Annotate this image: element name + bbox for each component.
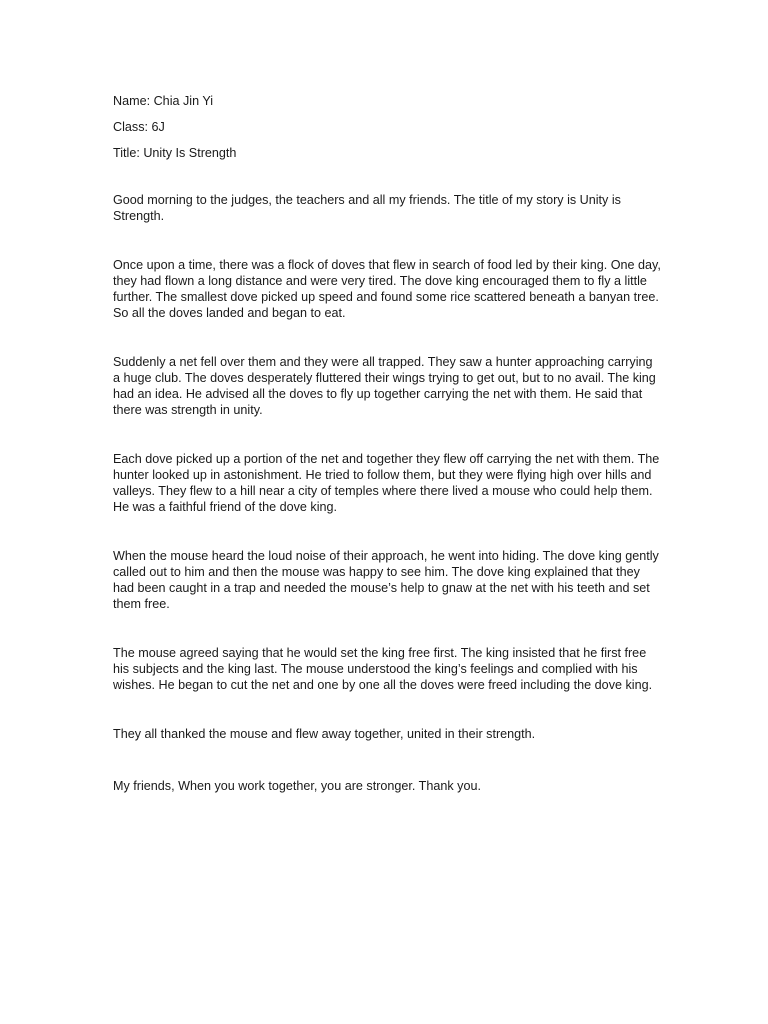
- paragraph-story-intro: Once upon a time, there was a flock of doves that flew in search of food led by their king. One day, they had flown a long distance and were very tired. The dove king encouraged them to fly a little further. The smallest dove picked up speed and found some rice scattered beneath a banyan tree. So all the doves landed and began to eat.: [113, 258, 661, 320]
- paragraph-greeting: Good morning to the judges, the teachers and all my friends. The title of my story is Unity is Strength.: [113, 193, 621, 223]
- paragraph-net-trap: Suddenly a net fell over them and they were all trapped. They saw a hunter approaching carrying a huge club. The doves desperately fluttered their wings trying to get out, but to no avail. The king had an idea. He advised all the doves to fly up together carrying the net with them. He said that there was strength in unity.: [113, 355, 656, 417]
- class-label: Class: 6J: [113, 120, 165, 134]
- document-page: [113, 93, 661, 794]
- author-name: Name: Chia Jin Yi: [113, 94, 214, 108]
- paragraph-escape: Each dove picked up a portion of the net and together they flew off carrying the net with them. The hunter looked up in astonishment. He tried to follow them, but they were flying high over hills and valleys. They flew to a hill near a city of temples where there lived a mouse who could help them. He was a faithful friend of the dove king.: [113, 452, 660, 514]
- paragraph-freeing: The mouse agreed saying that he would set the king free first. The king insisted that he first free his subjects and the king last. The mouse understood the king’s feelings and complied with his wishes. He began to cut the net and one by one all the doves were freed including the dove king.: [113, 646, 653, 692]
- story-title: Title: Unity Is Strength: [113, 146, 237, 160]
- paragraph-mouse-hiding: When the mouse heard the loud noise of their approach, he went into hiding. The dove king gently called out to him and then the mouse was happy to see him. The dove king explained that they had been caught in a trap and needed the mouse’s help to gnaw at the net with his teeth and set them free.: [113, 549, 659, 611]
- paragraph-thanks: They all thanked the mouse and flew away together, united in their strength.: [113, 727, 536, 741]
- paragraph-closing: My friends, When you work together, you are stronger. Thank you.: [113, 779, 481, 793]
